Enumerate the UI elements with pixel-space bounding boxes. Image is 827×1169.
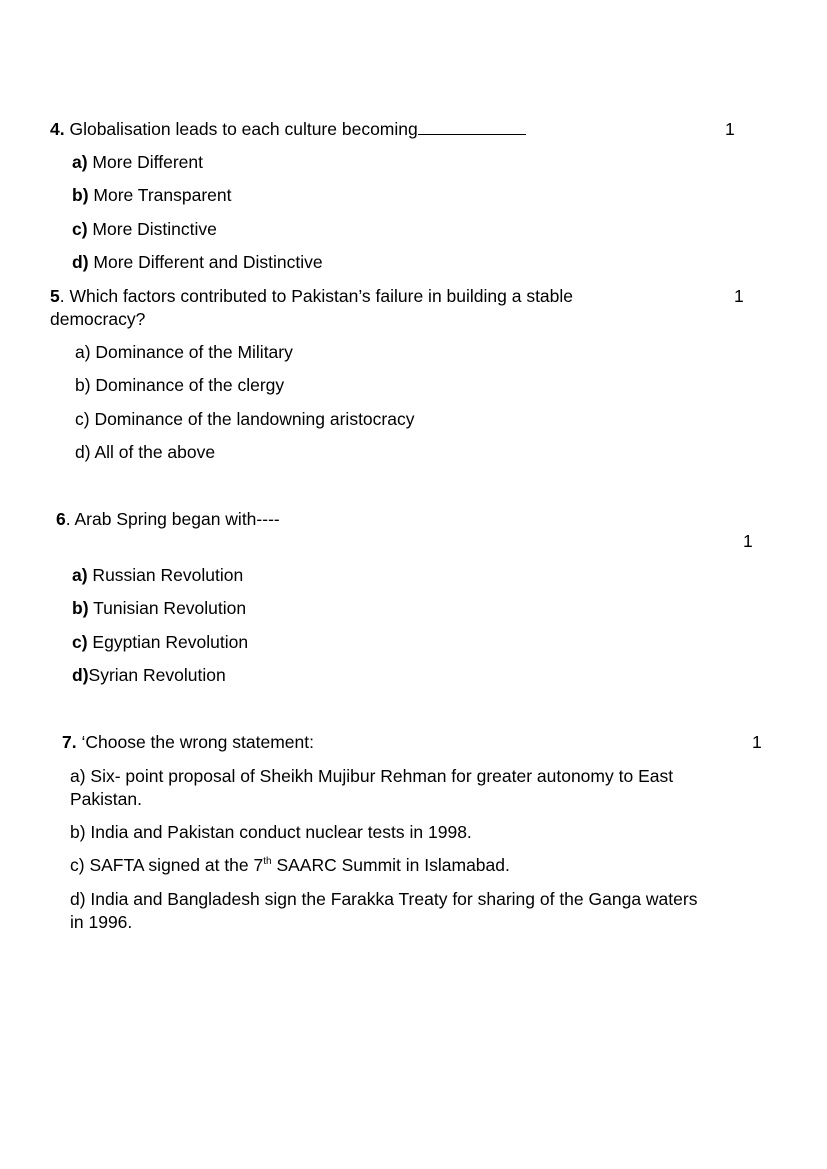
option-a <box>72 151 203 173</box>
option-label: b) <box>72 185 89 205</box>
option-a-cont: Pakistan. <box>70 789 142 809</box>
marks: 1 <box>725 119 735 139</box>
option-c: c) Dominance of the landowning aristocracy <box>75 409 415 429</box>
question-number: 4. <box>50 119 65 139</box>
question-number: 5 <box>50 286 60 306</box>
option-a <box>72 564 243 586</box>
question-text-cont: democracy? <box>50 309 146 329</box>
question-text: Globalisation leads to each culture becoming <box>64 119 418 139</box>
option-d <box>72 664 226 686</box>
ordinal-superscript: th <box>263 856 272 867</box>
marks: 1 <box>752 732 762 752</box>
question-text: . Arab Spring began with---- <box>65 509 280 529</box>
option-text: c) SAFTA signed at the 7 <box>70 855 264 875</box>
option-text: SAARC Summit in Islamabad. <box>271 855 510 875</box>
question-4 <box>50 118 526 140</box>
option-label: a) <box>72 565 88 585</box>
option-text: More Different and Distinctive <box>88 252 323 272</box>
option-label: c) <box>72 219 88 239</box>
option-d: d) All of the above <box>75 442 216 462</box>
option-b <box>72 184 232 206</box>
option-label: c) <box>72 632 88 652</box>
question-number: 7. <box>62 732 77 752</box>
option-d-cont: in 1996. <box>70 912 133 932</box>
question-7 <box>62 731 314 753</box>
option-c <box>72 218 217 240</box>
option-b: b) Dominance of the clergy <box>75 375 285 395</box>
option-label: d) <box>72 665 89 685</box>
option-c <box>72 631 248 653</box>
option-b <box>72 597 246 619</box>
option-label: a) <box>72 152 88 172</box>
option-text: More Distinctive <box>87 219 217 239</box>
option-c <box>70 854 510 876</box>
option-text: More Different <box>87 152 203 172</box>
question-5 <box>50 285 573 307</box>
option-text: Egyptian Revolution <box>87 632 249 652</box>
answer-blank <box>418 118 526 135</box>
option-a: a) Six- point proposal of Sheikh Mujibur Rehman for greater autonomy to East <box>70 766 674 786</box>
question-6 <box>56 508 280 530</box>
marks: 1 <box>734 286 744 306</box>
option-a: a) Dominance of the Military <box>75 342 293 362</box>
option-d: d) India and Bangladesh sign the Farakka Treaty for sharing of the Ganga waters <box>70 889 698 909</box>
option-d <box>72 251 323 273</box>
option-label: b) <box>72 598 89 618</box>
question-number: 6 <box>56 509 66 529</box>
question-text: ‘Choose the wrong statement: <box>76 732 314 752</box>
option-text: Syrian Revolution <box>88 665 226 685</box>
option-text: More Transparent <box>88 185 232 205</box>
option-text: Tunisian Revolution <box>88 598 247 618</box>
marks: 1 <box>743 531 753 551</box>
question-text: . Which factors contributed to Pakistan’s failure in building a stable <box>59 286 574 306</box>
option-label: d) <box>72 252 89 272</box>
option-b: b) India and Pakistan conduct nuclear tests in 1998. <box>70 822 472 842</box>
option-text: Russian Revolution <box>87 565 244 585</box>
